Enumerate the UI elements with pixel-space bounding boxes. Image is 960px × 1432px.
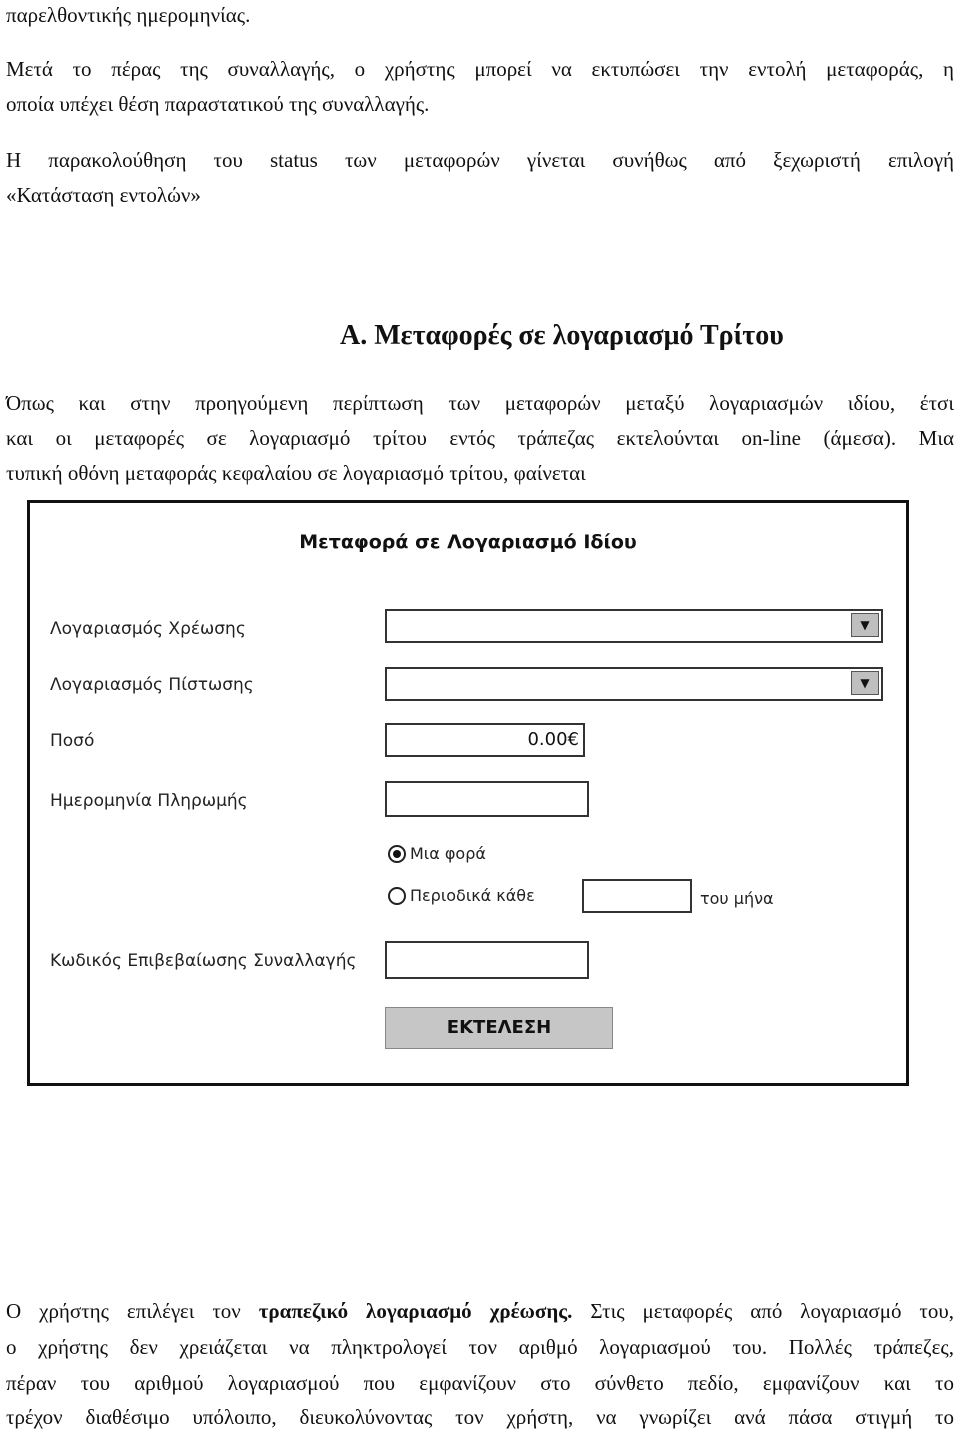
amount-label: Ποσό — [50, 731, 95, 751]
debit-account-label: Λογαριασμός Χρέωσης — [50, 619, 246, 639]
intro-line-1: παρελθοντικής ημερομηνίας. — [6, 3, 251, 27]
execute-button[interactable]: ΕΚΤΕΛΕΣΗ — [385, 1007, 613, 1049]
transfer-form — [27, 500, 909, 1086]
debit-account-select[interactable] — [385, 609, 883, 643]
footer-line-1-bold: τραπεζικό λογαριασμό χρέωσης. — [258, 1299, 573, 1323]
intro-line-5: «Κατάσταση εντολών» — [6, 183, 201, 207]
form-title: Μεταφορά σε Λογαριασμό Ιδίου — [299, 531, 637, 553]
footer-line-2: ο χρήστης δεν χρειάζεται να πληκτρολογεί τον αριθμό λογαριασμού του. Πολλές τράπεζες, — [6, 1335, 954, 1359]
intro-line-3: οποία υπέχει θέση παραστατικού της συναλλαγής. — [6, 92, 430, 116]
credit-account-label: Λογαριασμός Πίστωσης — [50, 675, 254, 695]
section-line-3: τυπική οθόνη μεταφοράς κεφαλαίου σε λογαριασμό τρίτου, φαίνεται — [6, 461, 586, 485]
month-label: του μήνα — [700, 889, 774, 908]
footer-line-1-c: Στις μεταφορές από λογαριασμό του, — [572, 1299, 954, 1323]
credit-account-select[interactable] — [385, 667, 883, 701]
footer-line-3: πέραν του αριθμού λογαριασμού που εμφανίζουν στο σύνθετο πεδίο, εμφανίζουν και το — [6, 1371, 954, 1395]
amount-input[interactable]: 0.00€ — [385, 723, 585, 757]
payment-date-input[interactable] — [385, 781, 589, 817]
payment-date-label: Ημερομηνία Πληρωμής — [50, 791, 248, 811]
footer-line-1-a: Ο χρήστης επιλέγει τον — [6, 1299, 259, 1323]
periodic-radio-label: Περιοδικά κάθε — [410, 886, 535, 905]
footer-line-4: τρέχον διαθέσιμο υπόλοιπο, διευκολύνοντας τον χρήστη, να γνωρίζει ανά πάσα στιγμή το — [6, 1405, 954, 1429]
section-line-2: και οι μεταφορές σε λογαριασμό τρίτου εντός τράπεζας εκτελούνται on-line (άμεσα). Μια — [6, 426, 954, 450]
periodic-radio[interactable] — [388, 887, 406, 905]
chevron-down-icon[interactable]: ▼ — [851, 671, 879, 695]
intro-line-2: Μετά το πέρας της συναλλαγής, ο χρήστης μπορεί να εκτυπώσει την εντολή μεταφοράς, η — [6, 57, 954, 81]
periodic-day-input[interactable] — [582, 879, 692, 913]
confirmation-code-input[interactable] — [385, 941, 589, 979]
section-line-1: Όπως και στην προηγούμενη περίπτωση των μεταφορών μεταξύ λογαριασμών ιδίου, έτσι — [6, 391, 954, 415]
section-heading: Α. Μεταφορές σε λογαριασμό Τρίτου — [340, 320, 784, 351]
footer-line-1 — [6, 1298, 954, 1324]
once-radio[interactable] — [388, 845, 406, 863]
once-radio-label: Μια φορά — [410, 844, 486, 863]
intro-line-4: Η παρακολούθηση του status των μεταφορών γίνεται συνήθως από ξεχωριστή επιλογή — [6, 148, 954, 172]
confirmation-code-label: Κωδικός Επιβεβαίωσης Συναλλαγής — [50, 951, 357, 971]
chevron-down-icon[interactable]: ▼ — [851, 613, 879, 637]
